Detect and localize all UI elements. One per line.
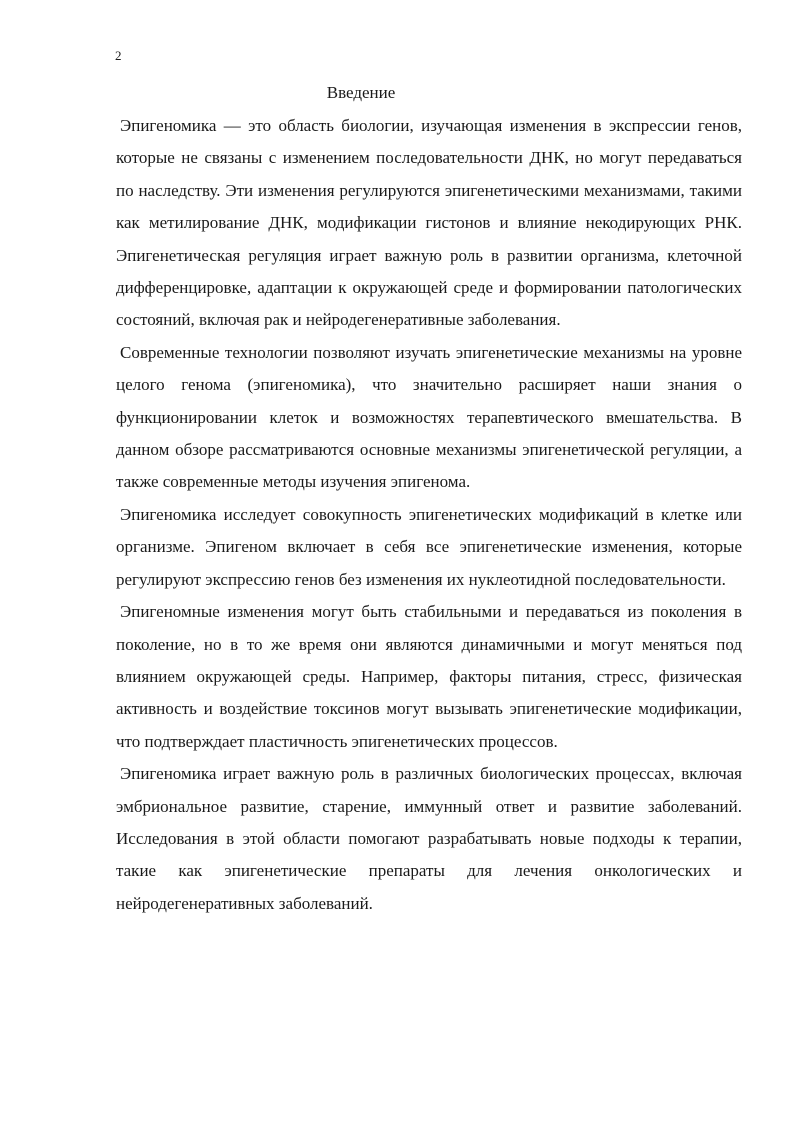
paragraph: Эпигеномика исследует совокупность эпигенетических модификаций в клетке или организме. Эпигеном включает в себя все эпигенетические изменения, которые регулируют экспрессию генов без изменения их нуклеотидной последовательности. xyxy=(116,504,742,589)
paragraph: Эпигеномика играет важную роль в различных биологических процессах, включая эмбриональное развитие, старение, иммунный ответ и развитие заболеваний. Исследования в этой области помогают разрабатывать новые подходы к терапии, такие как эпигенетические препараты для лечения онкологических и нейродегенеративных заболеваний. xyxy=(116,764,742,913)
paragraph: Современные технологии позволяют изучать эпигенетические механизмы на уровне целого генома (эпигеномика), что значительно расширяет наши знания о функционировании клеток и возможностях терапевтического вмешательства. В данном обзоре рассматриваются основные механизмы эпигенетической регуляции, а также современные методы изучения эпигенома. xyxy=(116,342,742,492)
paragraph: Эпигеномные изменения могут быть стабильными и передаваться из поколения в поколение, но в то же время они являются динамичными и могут меняться под влиянием окружающей среды. Например, факторы питания, стресс, физическая активность и воздействие токсинов могут вызывать эпигенетические модификации, что подтверждает пластичность эпигенетических процессов. xyxy=(116,602,742,751)
paragraph: Эпигеномика — это область биологии, изучающая изменения в экспрессии генов, которые не связаны с изменением последовательности ДНК, но могут передаваться по наследству. Эти изменения регулируются эпигенетическими механизмами, такими как метилирование ДНК, модификации гистонов и влияние некодирующих РНК. Эпигенетическая регуляция играет важную роль в развитии организма, клеточной дифференцировке, адаптации к окружающей среде и формировании патологических состояний, включая рак и нейродегенеративные заболевания. xyxy=(116,116,742,330)
body-text xyxy=(116,110,742,920)
section-title: Введение xyxy=(326,83,396,102)
page-number: 2 xyxy=(115,48,122,63)
